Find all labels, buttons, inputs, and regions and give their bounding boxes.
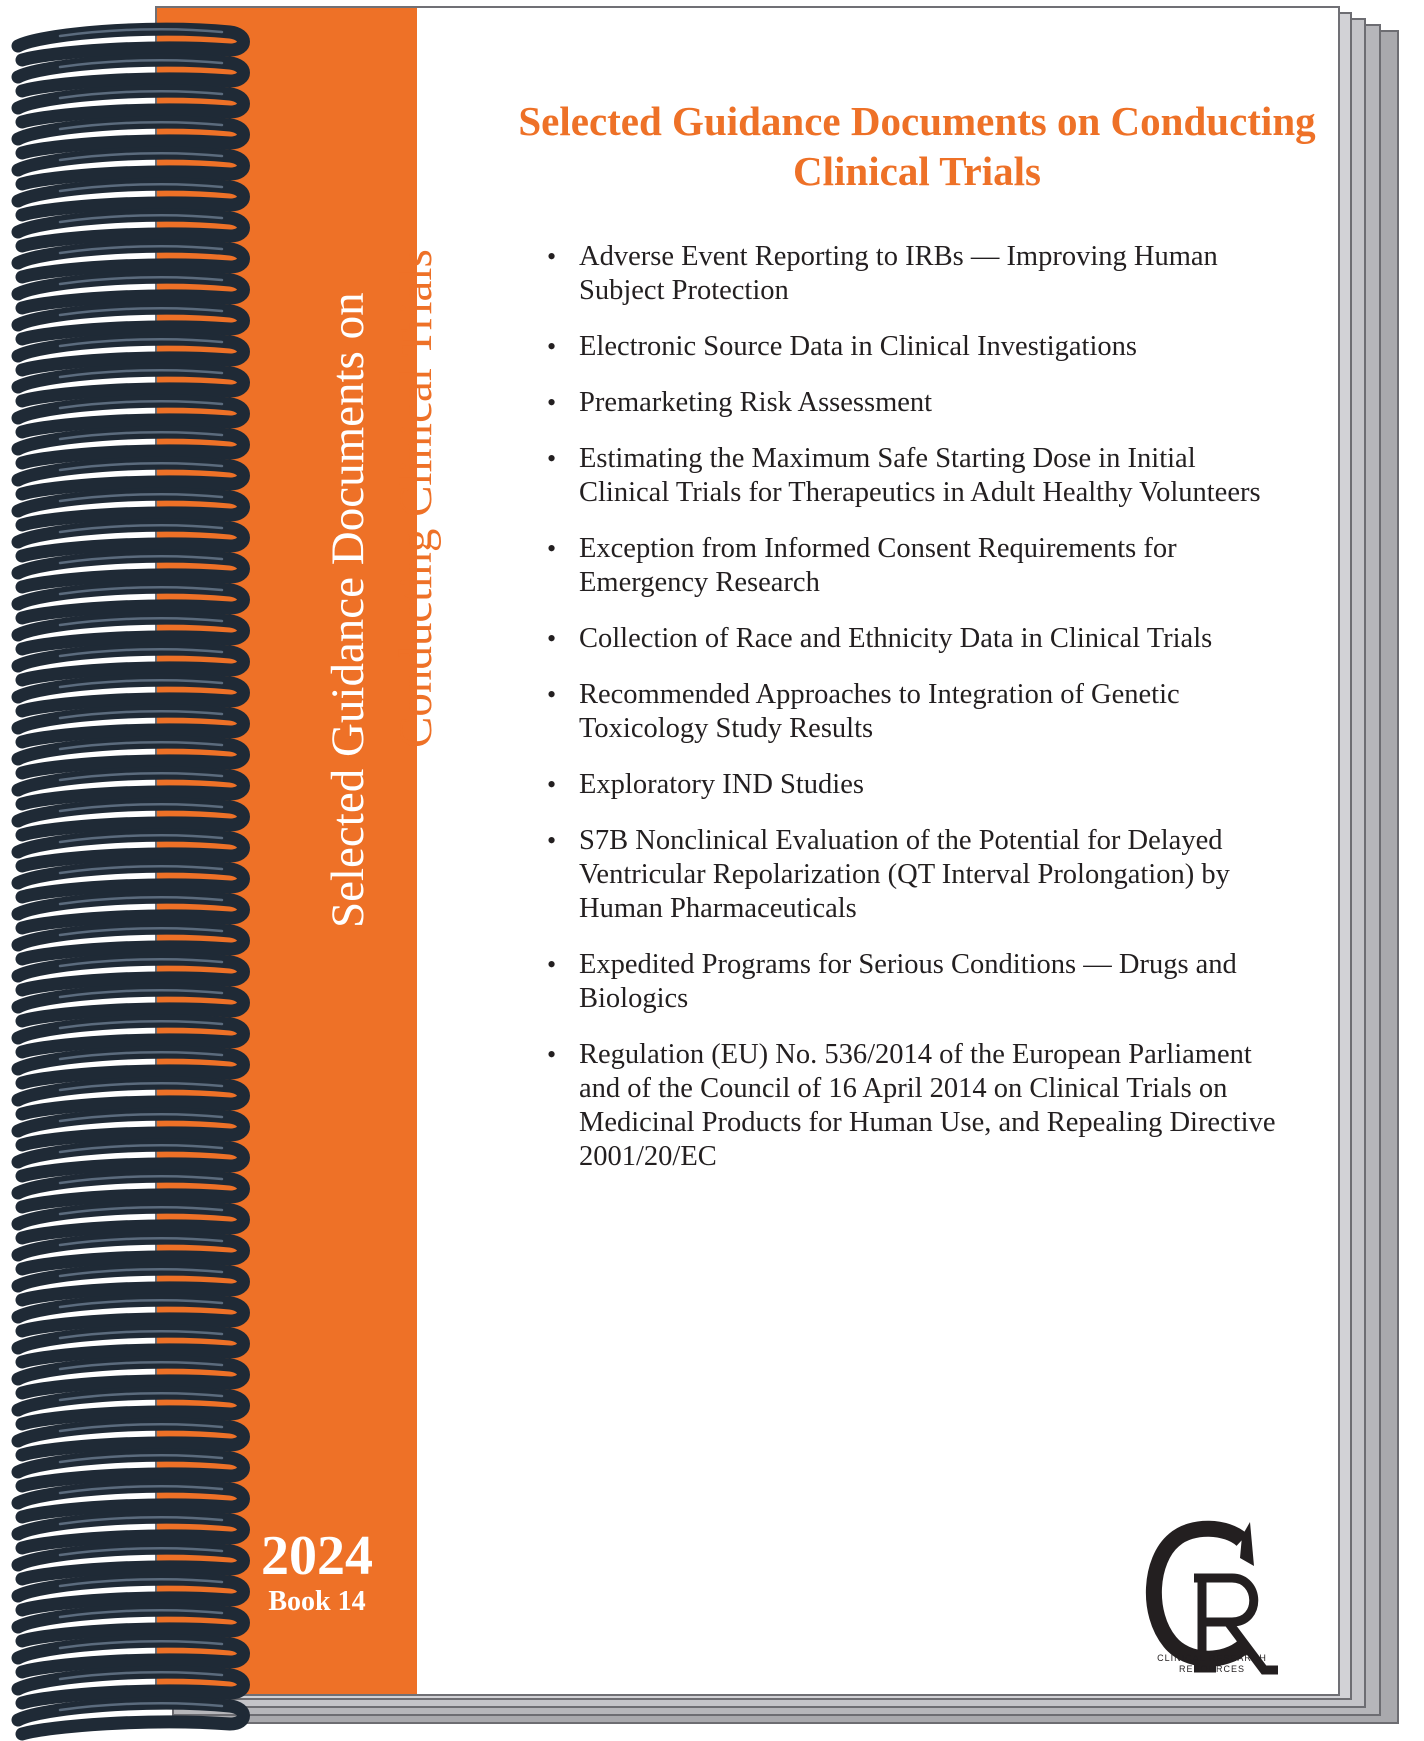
coil-loop: [18, 1703, 244, 1734]
bullet-icon: •: [547, 624, 557, 653]
list-item: [547, 240, 1287, 308]
document-list: [547, 240, 1287, 1196]
list-item-text: Premarketing Risk Assessment: [579, 387, 933, 418]
spine-title-line1: Selected Guidance Documents on: [322, 292, 374, 928]
bullet-icon: •: [547, 770, 557, 799]
list-item-text: Exception from Informed Consent Requirements for Emergency Research: [579, 533, 1177, 598]
bullet-icon: •: [547, 388, 557, 417]
list-item: [547, 442, 1287, 510]
list-item: [547, 1038, 1287, 1174]
list-item-text: Recommended Approaches to Integration of Genetic Toxicology Study Results: [579, 679, 1180, 744]
bullet-icon: •: [547, 680, 557, 709]
list-item: [547, 622, 1287, 656]
list-item-text: S7B Nonclinical Evaluation of the Potential for Delayed Ventricular Repolarization (QT Interval Prolongation) by Human Pharmaceuticals: [579, 825, 1230, 924]
bullet-icon: •: [547, 534, 557, 563]
book-cover: [155, 6, 1340, 1696]
list-item: [547, 532, 1287, 600]
bullet-icon: •: [547, 950, 557, 979]
cover-title: Selected Guidance Documents on Conducting Clinical Trials: [518, 98, 1316, 195]
list-item: [547, 330, 1287, 364]
list-item: [547, 678, 1287, 746]
bullet-icon: •: [547, 444, 557, 473]
list-item-text: Collection of Race and Ethnicity Data in Clinical Trials: [579, 623, 1213, 654]
bullet-icon: •: [547, 1040, 557, 1069]
spiral-binding-icon: [0, 0, 260, 1741]
edition-year: 2024: [261, 1525, 373, 1587]
list-item: [547, 948, 1287, 1016]
list-item: [547, 386, 1287, 420]
list-item-text: Expedited Programs for Serious Conditions — Drugs and Biologics: [579, 949, 1237, 1014]
book-number: Book 14: [268, 1586, 366, 1617]
list-item-text: Exploratory IND Studies: [579, 769, 864, 800]
list-item: [547, 768, 1287, 802]
list-item: [547, 824, 1287, 926]
list-item-text: Electronic Source Data in Clinical Investigations: [579, 331, 1137, 362]
list-item-text: Estimating the Maximum Safe Starting Dose in Initial Clinical Trials for Therapeutics in Adult Healthy Volunteers: [579, 443, 1261, 508]
list-item-text: Adverse Event Reporting to IRBs — Improving Human Subject Protection: [579, 241, 1218, 306]
bullet-icon: •: [547, 826, 557, 855]
list-item-text: Regulation (EU) No. 536/2014 of the European Parliament and of the Council of 16 April 2014 on Clinical Trials on Medicinal Products for Human Use, and Repealing Directive 2001/20/EC: [579, 1039, 1276, 1172]
bullet-icon: •: [547, 242, 557, 271]
publisher-name: CLINICAL RESEARCH RESOURCES: [1157, 1653, 1267, 1674]
bullet-icon: •: [547, 332, 557, 361]
spine-title-line2: Conducting Clinical Trials: [390, 249, 442, 748]
